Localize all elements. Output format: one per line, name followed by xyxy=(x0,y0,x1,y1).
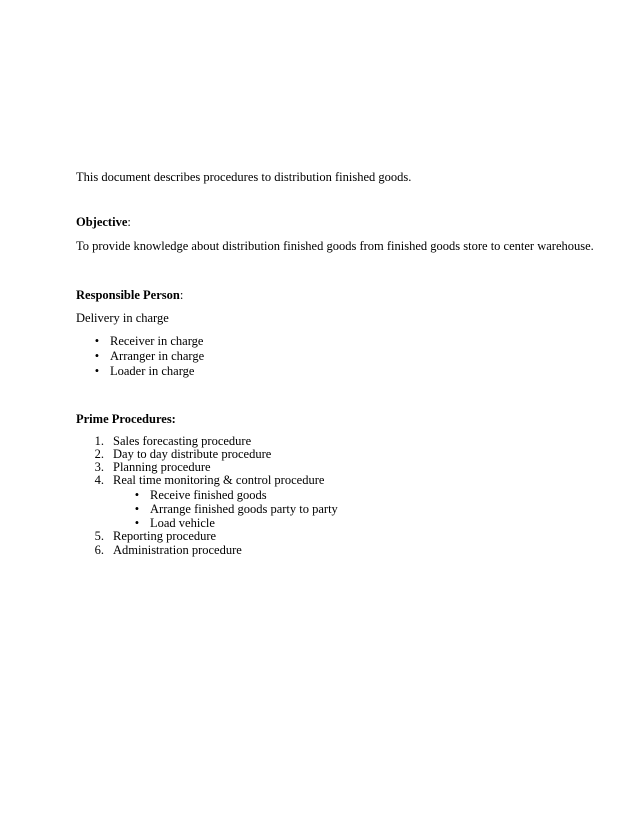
list-item-number: 2. xyxy=(94,447,104,461)
sub-list-item-label: Receive finished goods xyxy=(150,488,267,502)
list-item-label: Receiver in charge xyxy=(110,334,204,348)
bullet-icon: • xyxy=(94,364,100,378)
list-item-label: Reporting procedure xyxy=(113,529,217,543)
responsible-heading-label: Responsible Person xyxy=(76,288,180,302)
list-item-label: Day to day distribute procedure xyxy=(113,447,272,461)
list-item-number: 5. xyxy=(94,529,104,543)
objective-text: To provide knowledge about distribution finished goods from finished goods store to center warehouse. xyxy=(76,239,594,253)
intro-text: This document describes procedures to distribution finished goods. xyxy=(76,170,412,184)
objective-heading-label: Objective xyxy=(76,215,128,229)
bullet-icon: • xyxy=(134,488,140,502)
responsible-heading-colon: : xyxy=(179,288,184,302)
list-item-label: Planning procedure xyxy=(113,460,211,474)
responsible-lead: Delivery in charge xyxy=(76,311,169,325)
sub-list-item-label: Load vehicle xyxy=(150,516,215,530)
bullet-icon: • xyxy=(94,349,100,363)
bullet-icon: • xyxy=(134,516,140,530)
list-item-label: Administration procedure xyxy=(113,543,242,557)
bullet-icon: • xyxy=(134,502,140,516)
objective-heading-colon: : xyxy=(127,215,131,229)
list-item-number: 3. xyxy=(94,460,104,474)
objective-heading xyxy=(76,215,131,230)
list-item-label: Sales forecasting procedure xyxy=(113,434,252,448)
list-item-label: Loader in charge xyxy=(110,364,195,378)
list-item-number: 1. xyxy=(94,434,104,448)
bullet-icon: • xyxy=(94,334,100,348)
list-item-label: Real time monitoring & control procedure xyxy=(113,473,325,487)
sub-list-item-label: Arrange finished goods party to party xyxy=(150,502,338,516)
list-item-label: Arranger in charge xyxy=(110,349,205,363)
list-item-number: 4. xyxy=(94,473,104,487)
responsible-heading xyxy=(76,288,183,303)
list-item-number: 6. xyxy=(94,543,104,557)
prime-heading: Prime Procedures: xyxy=(76,412,176,426)
